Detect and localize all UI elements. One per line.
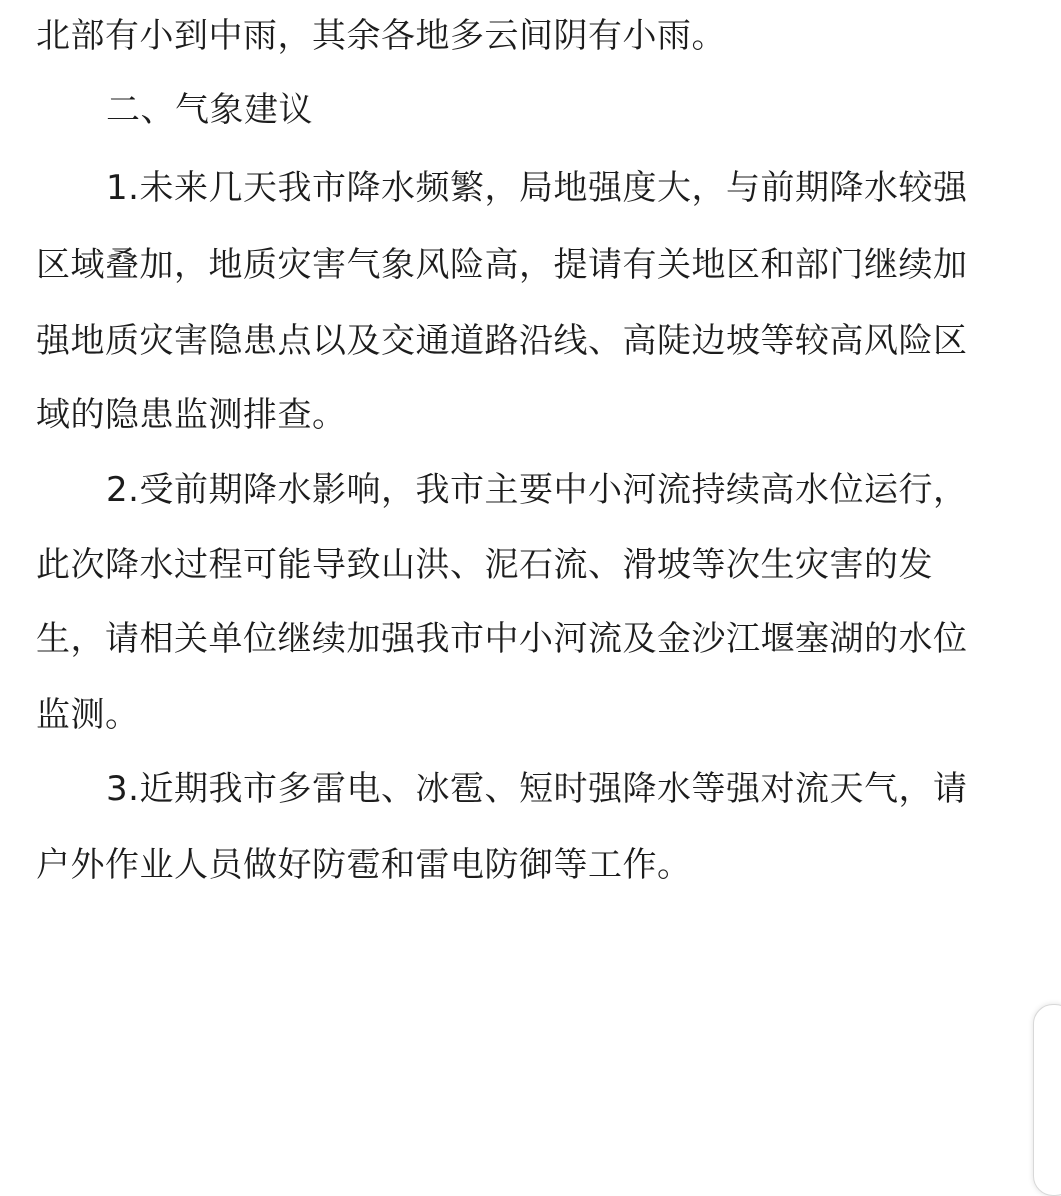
section-heading: 二、气象建议 [106, 90, 313, 130]
text-line: 2.受前期降水影响，我市主要中小河流持续高水位运行， [106, 470, 968, 510]
text-line: 生，请相关单位继续加强我市中小河流及金沙江堰塞湖的水位 [36, 619, 968, 659]
text-line: 户外作业人员做好防雹和雷电防御等工作。 [36, 845, 692, 885]
text-line: 强地质灾害隐患点以及交通道路沿线、高陡边坡等较高风险区 [36, 321, 968, 361]
text-line: 区域叠加，地质灾害气象风险高，提请有关地区和部门继续加 [36, 245, 968, 285]
scroll-handle[interactable] [1033, 1004, 1061, 1196]
text-line: 域的隐患监测排查。 [36, 395, 347, 435]
text-line: 此次降水过程可能导致山洪、泥石流、滑坡等次生灾害的发 [36, 545, 933, 585]
text-line: 北部有小到中雨，其余各地多云间阴有小雨。 [36, 16, 726, 56]
text-line: 1.未来几天我市降水频繁，局地强度大，与前期降水较强 [106, 168, 968, 208]
text-line: 监测。 [36, 695, 140, 735]
text-line: 3.近期我市多雷电、冰雹、短时强降水等强对流天气，请 [106, 769, 968, 809]
